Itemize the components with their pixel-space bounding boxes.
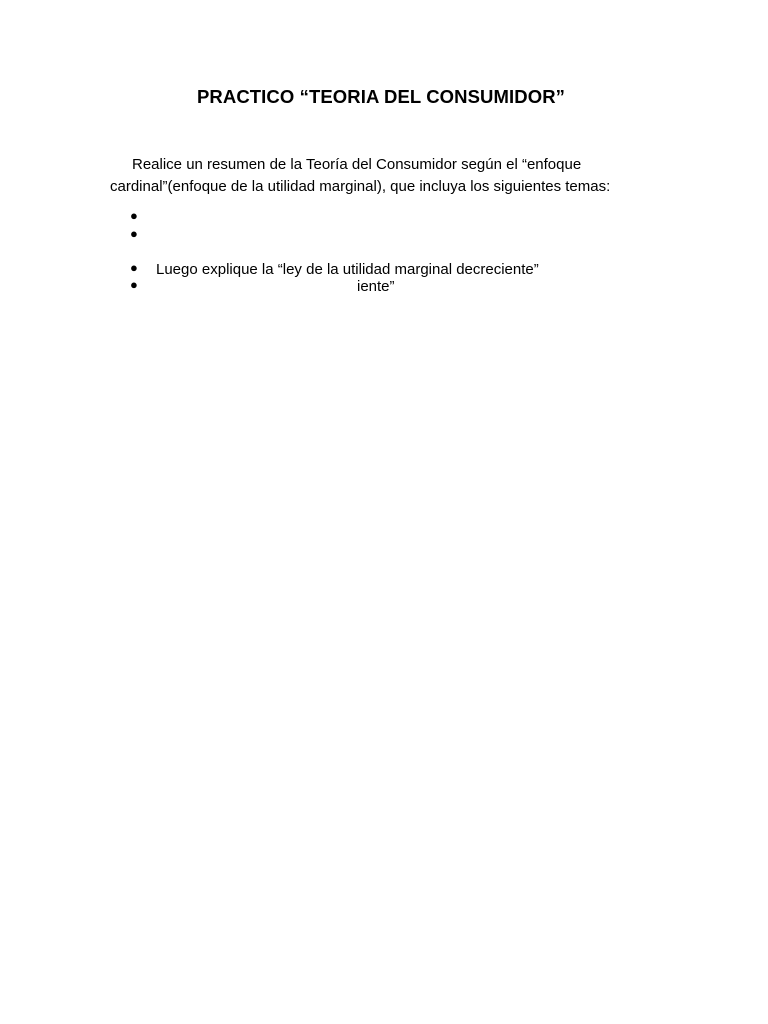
bullet-icon: ● [130, 226, 138, 241]
intro-paragraph [110, 154, 670, 198]
bullet-icon: ● [130, 277, 138, 292]
page-title: PRACTICO “TEORIA DEL CONSUMIDOR” [196, 86, 566, 107]
intro-line-1: Realice un resumen de la Teoría del Consumidor según el “enfoque [132, 156, 582, 173]
list-item-text: Luego explique la “ley de la utilidad marginal decreciente” [156, 261, 539, 278]
list-item [0, 227, 768, 245]
list-item-text: iente” [357, 278, 395, 295]
list-item [0, 261, 768, 279]
intro-line-2: cardinal”(enfoque de la utilidad marginal), que incluya los siguientes temas: [110, 178, 611, 195]
list-item [0, 209, 768, 227]
bullet-icon: ● [130, 260, 138, 275]
list-item [0, 278, 768, 296]
bullet-icon: ● [130, 208, 138, 223]
